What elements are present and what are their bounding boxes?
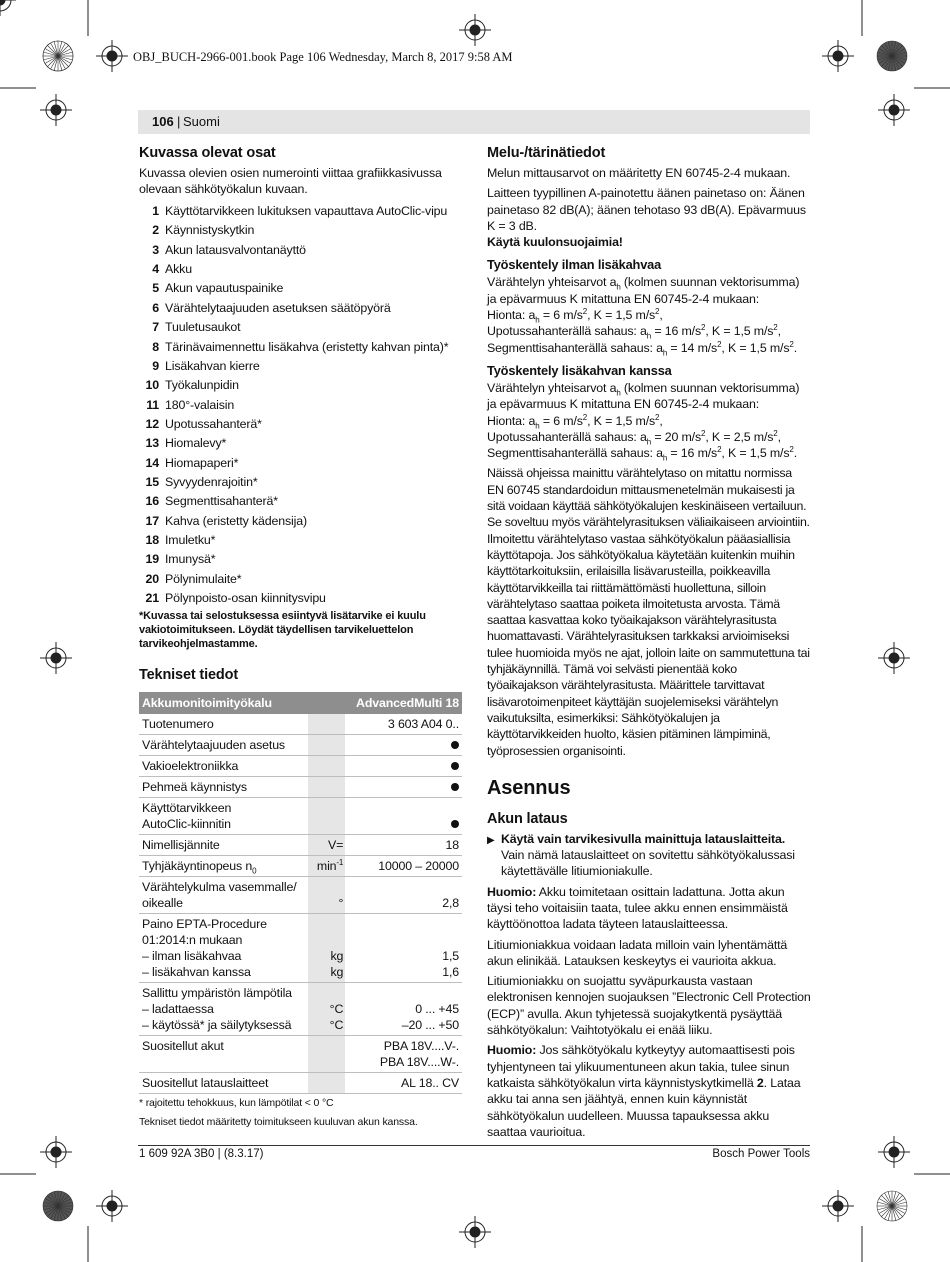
list-item: [139, 472, 463, 491]
part-number: 17: [145, 513, 159, 528]
cell-label: Paino EPTA-Procedure 01:2014:n mukaan – ilman lisäkahvaa – lisäkahvan kanssa: [139, 913, 308, 982]
table-header-label: Akkumonitoimityökalu: [139, 692, 345, 714]
table-note: Tekniset tiedot määritetty toimitukseen kuuluvan akun kanssa.: [139, 1115, 418, 1128]
part-label: 180°-valaisin: [165, 397, 235, 412]
part-label: Upotussahanterä*: [165, 416, 262, 431]
triangle-bullet-icon: ▶: [487, 834, 495, 846]
table-row: [139, 834, 462, 855]
footer-rule: [138, 1145, 810, 1146]
charger-bullet: ▶ Käytä vain tarvikesivulla mainittuja latauslaitteita. Vain nämä latauslaitteet on sovitettu sähkötyökalussasi käytettävälle litiumioniakulle.: [487, 831, 795, 879]
vibration-value: Segmenttisahanterällä sahaus: $a_h = 14$ $m/s^2$, K = 1,5 $m/s^2$.: [487, 339, 797, 358]
book-header-line: OBJ_BUCH-2966-001.book Page 106 Wednesday, March 8, 2017 9:58 AM: [133, 50, 513, 64]
body-text: Litiumioniakku on suojattu syväpurkausta vastaan elektronisen kennojen suojauksen ”Electronic Cell Protection (ECP)” avulla. Akun tyhjetessä suojakytkentä pysäyttää sähkötyökalun: Vaihtotyökalu ei enää liiku.: [487, 974, 811, 1038]
list-item: [139, 453, 463, 472]
part-label: Akku: [165, 262, 192, 277]
part-label: Hiomapaperi*: [165, 455, 239, 470]
vibration-value: Hionta: $a_h = 6$ $m/s^2$, K = 1,5 $m/s^2$,: [487, 412, 663, 431]
part-number: 14: [145, 455, 159, 470]
parts-intro: Kuvassa olevien osien numerointi viittaa grafiikkasivussa olevaan sähkötyökalun kuvaan.: [139, 166, 442, 197]
part-label: Värähtelytaajuuden asetuksen säätöpyörä: [165, 300, 391, 315]
table-row: [139, 855, 462, 876]
part-label: Lisäkahvan kierre: [165, 358, 260, 373]
hearing-warning: Käytä kuulonsuojaimia!: [487, 235, 623, 250]
cell-unit: °C °C: [308, 982, 345, 1035]
table-note: * rajoitettu tehokkuus, kun lämpötilat < 0 °C: [139, 1096, 334, 1109]
part-number: 3: [152, 242, 159, 257]
cell-label: Pehmeä käynnistys: [139, 776, 308, 797]
part-number: 12: [145, 416, 159, 431]
part-number: 16: [145, 494, 159, 509]
cell-unit: V=: [308, 834, 345, 855]
cell-value: 3 603 A04 0..: [345, 714, 462, 735]
list-item: [139, 298, 463, 317]
vibration-value: Segmenttisahanterällä sahaus: $a_h = 16$ $m/s^2$, K = 1,5 $m/s^2$.: [487, 445, 797, 463]
list-item: [139, 414, 463, 433]
list-item: [139, 530, 463, 549]
list-item: [139, 376, 463, 395]
part-number: 13: [145, 436, 159, 451]
part-label: Syvyydenrajoitin*: [165, 474, 258, 489]
list-item: [139, 202, 463, 221]
cell-value: 1,5 1,6: [345, 913, 462, 982]
page-language: Suomi: [183, 114, 220, 129]
table-row: [139, 1072, 462, 1093]
list-item: [139, 279, 463, 298]
part-number: 18: [145, 532, 159, 547]
feature-dot-icon: [451, 783, 459, 791]
assembly-heading: Asennus: [487, 776, 571, 799]
part-label: Segmenttisahanterä*: [165, 494, 278, 509]
noise-text: Laitteen tyypillinen A-painotettu äänen painetaso on: Äänen painetaso 82 dB(A); äänen tehotaso 93 dB(A). Epävarmuus K = 3 dB.: [487, 186, 806, 233]
feature-dot-icon: [451, 741, 459, 749]
list-item: [139, 511, 463, 530]
list-item: [139, 588, 463, 607]
part-number: 10: [145, 378, 159, 393]
table-row: [139, 714, 462, 735]
part-label: Hiomalevy*: [165, 436, 227, 451]
part-label: Imunysä*: [165, 552, 216, 567]
part-number: 9: [152, 358, 159, 373]
part-label: Tärinävaimennettu lisäkahva (eristetty kahvan pinta)*: [165, 339, 449, 354]
cell-value: 18: [345, 834, 462, 855]
vibration-value: Hionta: $a_h = 6$ $m/s^2$, K = 1,5 $m/s^2$,: [487, 306, 663, 325]
no-handle-heading: Työskentely ilman lisäkahvaa: [487, 257, 662, 273]
cell-unit: $\min^{-1}$: [308, 855, 345, 876]
list-item: [139, 318, 463, 337]
cell-unit: kg kg: [308, 913, 345, 982]
page-separator: |: [177, 114, 181, 129]
parts-footnote: *Kuvassa tai selostuksessa esiintyvä lisätarvike ei kuulu vakiotoimitukseen. Löydät täydellisen tarvikeluettelon tarvikeohjelmastamme.: [139, 609, 426, 650]
vibration-intro: Värähtelyn yhteisarvot $a_h$ (kolmen suunnan vektorisumma) ja epävarmuus K mitattuna EN 60745-2-4 mukaan:: [487, 380, 800, 412]
table-row: [139, 982, 462, 1035]
with-handle-heading: Työskentely lisäkahvan kanssa: [487, 362, 672, 378]
list-item: [139, 569, 463, 588]
table-row: [139, 734, 462, 755]
part-label: Akun vapautuspainike: [165, 281, 284, 296]
tech-heading: Tekniset tiedot: [139, 666, 238, 683]
part-number: 19: [145, 552, 159, 567]
cell-label: Suositellut akut: [139, 1035, 308, 1072]
spec-table: [139, 692, 462, 1094]
part-label: Pölynpoisto-osan kiinnitysvipu: [165, 590, 326, 605]
noise-heading: Melu-/tärinätiedot: [487, 145, 606, 161]
page-number: 106: [152, 114, 174, 129]
parts-list: [139, 202, 463, 608]
list-item: [139, 221, 463, 240]
part-label: Tuuletusaukot: [165, 320, 241, 335]
table-row: [139, 1035, 462, 1072]
part-number: 11: [146, 397, 159, 412]
cell-label: Värähtelytaajuuden asetus: [139, 734, 308, 755]
vibration-value: Upotussahanterällä sahaus: $a_h = 20$ $m/s^2$, K = 2,5 $m/s^2$,: [487, 428, 781, 447]
table-header-row: [139, 692, 462, 714]
cell-unit: [308, 714, 345, 735]
table-row: [139, 755, 462, 776]
list-item: [139, 337, 463, 356]
cell-label: Sallittu ympäristön lämpötila – ladattaessa – käytössä* ja säilytyksessä: [139, 982, 308, 1035]
note-text: Huomio: Jos sähkötyökalu kytkeytyy automaattisesti pois tyhjentyneen tai ylikuumentuneen akun takia, tulee sinun katkaista sähkötyökalun virta käynnistyskytkimellä 2. Lataa akku tai anna sen jäähtyä, ennen kuin käynnistät sähkötyökalun uudelleen. Muussa tapauksessa akku saattaa vaurioitua.: [487, 1043, 801, 1139]
cell-value: 0 ... +45 –20 ... +50: [345, 982, 462, 1035]
part-number: 6: [152, 300, 159, 315]
vibration-value: Upotussahanterällä sahaus: $a_h = 16$ $m/s^2$, K = 1,5 $m/s^2$,: [487, 323, 781, 341]
cell-label: Tuotenumero: [139, 714, 308, 735]
part-number: 7: [152, 320, 159, 335]
table-row: [139, 876, 462, 913]
list-item: [139, 550, 463, 569]
part-label: Työkalunpidin: [165, 378, 239, 393]
page-header-bar: [138, 110, 810, 134]
part-label: Käyttötarvikkeen lukituksen vapauttava AutoClic-vipu: [165, 204, 448, 219]
left-column: [139, 143, 463, 1129]
part-number: 20: [145, 571, 159, 586]
cell-label: Värähtelykulma vasemmalle/ oikealle: [139, 876, 308, 913]
list-item: [139, 240, 463, 259]
part-number: 2: [152, 223, 159, 238]
vibration-intro: Värähtelyn yhteisarvot $a_h$ (kolmen suunnan vektorisumma) ja epävarmuus K mitattuna EN 60745-2-4 mukaan:: [487, 275, 800, 306]
vibration-explanation: Näissä ohjeissa mainittu värähtelytaso on mitattu normissa EN 60745 standardoidun mittausmenetelmän mukaisesti ja sitä voidaan käyttää sähkötyökalujen keskinäiseen vertailuun. Se soveltuu myös värähtelyrasituksen väliaikaiseen arviointiin. Ilmoitettu värähtelytaso vastaa sähkötyökalun pääasiallisia käyttötapoja. Jos sähkötyökalua käytetään kuitenkin muihin käyttötarkoituksiin, erilaisilla lisävarusteilla, poikkeavilla käyttötarvikkeilla tai riittämättömästi huollettuna, silloin värähtelytaso saattaa poiketa ilmoitetusta arvosta. Tämä saattaa kasvattaa koko työaikajakson värähtelyrasitusta huomattavasti. Värähtelyrasituksen tarkkaksi arvioimiseksi tulee huomioida myös ne ajat, jolloin laite on sammutettuna tai tyhjäkäynnillä. Tämä voi selvästi pienentää koko työaikajakson värähtelyrasitusta. Määrittele tarvittavat lisävarotoimenpiteet käyttäjän suojelemiseksi värähtelyn vaikutuksilta, esimerkiksi: Sähkötyökalujen ja käyttötarvikkeiden huolto, käsien pitäminen lämpiminä, työprosessien organisointi.: [487, 466, 810, 758]
part-number: 15: [145, 474, 159, 489]
feature-dot-icon: [451, 762, 459, 770]
table-row: [139, 776, 462, 797]
part-label: Pölynimulaite*: [165, 571, 242, 586]
feature-dot-icon: [451, 820, 459, 828]
list-item: [139, 395, 463, 414]
cell-unit: °: [308, 876, 345, 913]
cell-label: Nimellisjännite: [139, 834, 308, 855]
part-label: Akun latausvalvontanäyttö: [165, 242, 306, 257]
table-row: [139, 913, 462, 982]
table-row: [139, 797, 462, 834]
part-number: 8: [152, 339, 159, 354]
part-number: 21: [145, 590, 159, 605]
part-label: Imuletku*: [165, 532, 216, 547]
cell-value: AL 18.. CV: [345, 1072, 462, 1093]
cell-value: PBA 18V....V-. PBA 18V....W-.: [345, 1035, 462, 1072]
note-text: Huomio: Akku toimitetaan osittain ladattuna. Jotta akun täysi teho voitaisiin taata, tulee akku ennen ensimmäistä käyttöönottoa ladata täyteen latauslaitteessa.: [487, 884, 788, 932]
part-label: Käynnistyskytkin: [165, 223, 255, 238]
cell-label: Tyhjäkäyntinopeus $n_0$: [139, 855, 308, 876]
cell-value: 2,8: [345, 876, 462, 913]
list-item: [139, 356, 463, 375]
part-number: 4: [152, 262, 159, 277]
charging-heading: Akun lataus: [487, 810, 568, 827]
cell-label: Käyttötarvikkeen AutoClic-kiinnitin: [139, 797, 308, 834]
part-label: Kahva (eristetty kädensija): [165, 513, 307, 528]
footer-code: 1 609 92A 3B0 | (8.3.17): [139, 1148, 264, 1160]
table-header-value: AdvancedMulti 18: [345, 692, 462, 714]
list-item: [139, 434, 463, 453]
list-item: [139, 492, 463, 511]
footer-brand: Bosch Power Tools: [712, 1148, 810, 1160]
body-text: Litiumioniakkua voidaan ladata milloin vain lyhentämättä akun elinikää. Latauksen keskeytys ei vaurioita akkua.: [487, 937, 788, 968]
part-number: 5: [152, 281, 159, 296]
part-number: 1: [152, 204, 159, 219]
noise-text: Melun mittausarvot on määritetty EN 60745-2-4 mukaan.: [487, 166, 791, 180]
cell-label: Suositellut latauslaitteet: [139, 1072, 308, 1093]
right-column: [487, 143, 811, 1140]
cell-value: 10000 – 20000: [345, 855, 462, 876]
parts-heading: Kuvassa olevat osat: [139, 145, 276, 161]
cell-label: Vakioelektroniikka: [139, 755, 308, 776]
list-item: [139, 260, 463, 279]
